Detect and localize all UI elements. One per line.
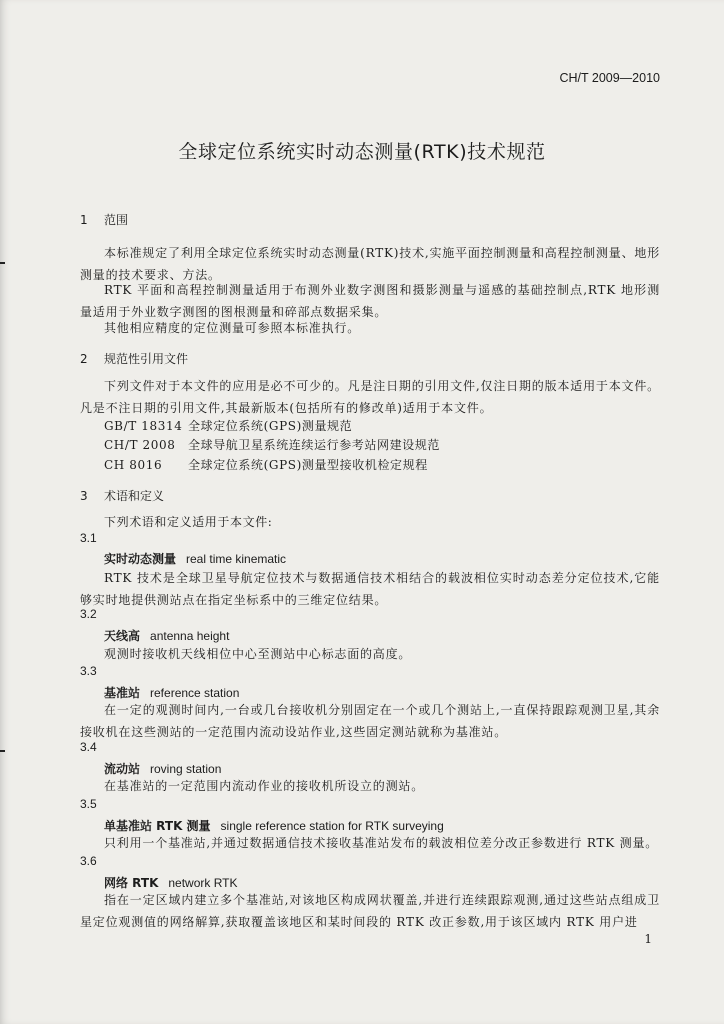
- term-zh: 天线高: [104, 629, 141, 643]
- document-title: 全球定位系统实时动态测量(RTK)技术规范: [178, 141, 546, 163]
- section-heading-terms: [80, 487, 164, 504]
- reference-item: [104, 417, 352, 434]
- clause-number: 3.5: [80, 797, 97, 811]
- clause-number: 3.3: [80, 664, 97, 678]
- reference-title: 全球定位系统(GPS)测量型接收机检定规程: [188, 458, 428, 472]
- term-zh: 流动站: [104, 762, 141, 776]
- reference-code: GB/T 18314: [104, 419, 183, 433]
- clause-number: 3.2: [80, 607, 97, 621]
- terms-intro: 下列术语和定义适用于本文件:: [104, 515, 273, 529]
- term-zh: 网络 RTK: [104, 876, 159, 890]
- term-zh: 基准站: [104, 686, 141, 700]
- term-zh: 单基准站 RTK 测量: [104, 819, 211, 833]
- term-en: network RTK: [168, 876, 238, 890]
- reference-item: [104, 456, 428, 473]
- scope-paragraph-1: 本标准规定了利用全球定位系统实时动态测量(RTK)技术,实施平面控制测量和高程控制测量、地形测量的技术要求、方法。: [80, 246, 660, 282]
- reference-code: CH/T 2008: [104, 438, 176, 452]
- reference-item: [104, 436, 440, 453]
- reference-code: CH 8016: [104, 458, 163, 472]
- section-heading-scope: [80, 211, 128, 228]
- section-number: 2: [80, 352, 88, 366]
- page-number: 1: [644, 932, 652, 946]
- term-en: single reference station for RTK surveying: [220, 819, 444, 833]
- scope-paragraph-2: RTK 平面和高程控制测量适用于布测外业数字测图和摄影测量与遥感的基础控制点,RTK 地形测量适用于外业数字测图的图根测量和碎部点数据采集。: [80, 283, 660, 319]
- term-definition: 指在一定区域内建立多个基准站,对该地区构成网状覆盖,并进行连续跟踪观测,通过这些站点组成卫星定位观测值的网络解算,获取覆盖该地区和某时间段的 RTK 改正参数,用于该区域内 RTK 用户进: [80, 893, 660, 929]
- section-number: 3: [80, 489, 88, 503]
- term-en: antenna height: [150, 629, 230, 643]
- term-heading: [104, 627, 229, 644]
- standard-code: CH/T 2009—2010: [559, 71, 660, 85]
- binding-mark-top: [0, 262, 5, 264]
- term-heading: [104, 817, 444, 834]
- term-definition: 在一定的观测时间内,一台或几台接收机分别固定在一个或几个测站上,一直保持跟踪观测卫星,其余接收机在这些测站的一定范围内流动设站作业,这些固定测站就称为基准站。: [80, 703, 660, 739]
- section-title: 规范性引用文件: [104, 352, 189, 366]
- reference-title: 全球定位系统(GPS)测量规范: [188, 419, 353, 433]
- binding-mark-bottom: [0, 750, 5, 752]
- term-en: roving station: [150, 762, 222, 776]
- references-intro: 下列文件对于本文件的应用是必不可少的。凡是注日期的引用文件,仅注日期的版本适用于本文件。凡是不注日期的引用文件,其最新版本(包括所有的修改单)适用于本文件。: [80, 379, 660, 415]
- term-definition: RTK 技术是全球卫星导航定位技术与数据通信技术相结合的载波相位实时动态差分定位技术,它能够实时地提供测站点在指定坐标系中的三维定位结果。: [80, 571, 660, 607]
- term-heading: [104, 684, 239, 701]
- section-number: 1: [80, 213, 88, 227]
- reference-title: 全球导航卫星系统连续运行参考站网建设规范: [188, 438, 441, 452]
- term-definition: 观测时接收机天线相位中心至测站中心标志面的高度。: [104, 647, 412, 661]
- term-heading: [104, 550, 286, 567]
- clause-number: 3.1: [80, 531, 97, 545]
- term-en: reference station: [150, 686, 240, 700]
- term-en: real time kinematic: [186, 552, 287, 566]
- term-heading: [104, 760, 221, 777]
- clause-number: 3.6: [80, 854, 97, 868]
- section-title: 术语和定义: [104, 489, 165, 503]
- scope-paragraph-3: 其他相应精度的定位测量可参照本标准执行。: [104, 321, 361, 335]
- term-definition: 在基准站的一定范围内流动作业的接收机所设立的测站。: [104, 779, 425, 793]
- clause-number: 3.4: [80, 740, 97, 754]
- term-heading: [104, 874, 238, 891]
- term-definition: 只利用一个基准站,并通过数据通信技术接收基准站发布的载波相位差分改正参数进行 RTK 测量。: [104, 836, 659, 850]
- section-heading-normative-references: [80, 350, 188, 367]
- term-zh: 实时动态测量: [104, 552, 177, 566]
- section-title: 范围: [104, 213, 129, 227]
